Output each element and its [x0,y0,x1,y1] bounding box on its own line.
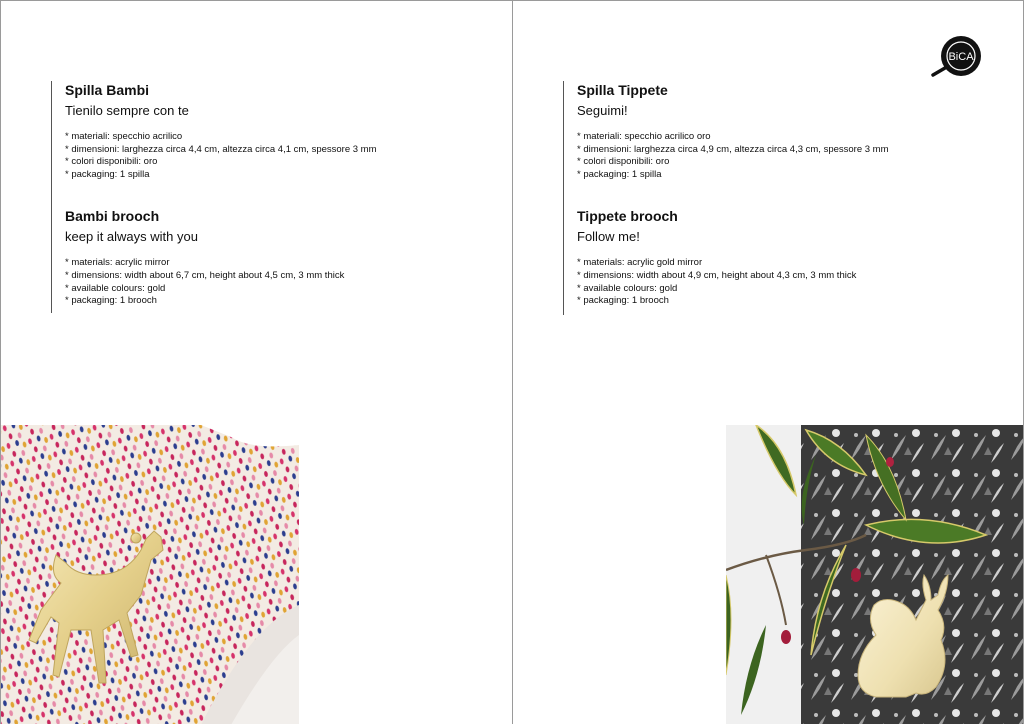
spec-item: * dimensioni: larghezza circa 4,9 cm, altezza circa 4,3 cm, spessore 3 mm [577,143,889,155]
spec-list [577,131,997,181]
italian-section [577,81,997,181]
product-info-bambi [51,81,485,313]
product-subtitle: Follow me! [577,229,640,245]
spec-item: * available colours: gold [65,282,166,294]
spec-item: * packaging: 1 spilla [65,168,150,180]
bica-logo [929,34,983,78]
product-title: Bambi brooch [65,208,160,225]
spec-item: * dimensioni: larghezza circa 4,4 cm, altezza circa 4,1 cm, spessore 3 mm [65,143,377,155]
spec-item: * packaging: 1 brooch [65,295,157,307]
spec-item: * materials: acrylic mirror [65,257,170,269]
product-title: Spilla Bambi [65,82,150,98]
spec-item: * available colours: gold [577,282,678,294]
bambi-photo [1,425,299,724]
product-subtitle: Tienilo sempre con te [65,103,189,118]
right-page [512,0,1024,724]
spec-item: * packaging: 1 brooch [577,295,669,307]
spec-list [65,131,485,181]
product-subtitle: Seguimi! [577,103,628,118]
spec-item: * materials: acrylic gold mirror [577,257,703,269]
product-title: Spilla Tippete [577,82,668,98]
spec-item: * dimensions: width about 6,7 cm, height about 4,5 cm, 3 mm thick [65,269,345,281]
spec-item: * colori disponibili: oro [577,156,670,168]
spec-list [65,257,485,307]
spec-item: * packaging: 1 spilla [577,168,662,180]
product-subtitle: keep it always with you [65,229,198,245]
tippete-brooch-image [726,425,1024,724]
tippete-photo [726,425,1024,724]
italian-section [65,81,485,181]
spec-item: * dimensions: width about 4,9 cm, height about 4,3 cm, 3 mm thick [577,269,857,281]
spec-item: * colori disponibili: oro [65,156,158,168]
product-info-tippete [563,81,997,315]
english-section [577,207,997,307]
spec-item: * materiali: specchio acrilico oro [577,131,711,142]
spec-list [577,257,997,307]
product-title: Tippete brooch [577,208,678,225]
bambi-brooch-image [1,425,299,724]
english-section [65,207,485,307]
logo-text: BiCA [948,51,974,63]
spec-item: * materiali: specchio acrilico [65,131,183,142]
